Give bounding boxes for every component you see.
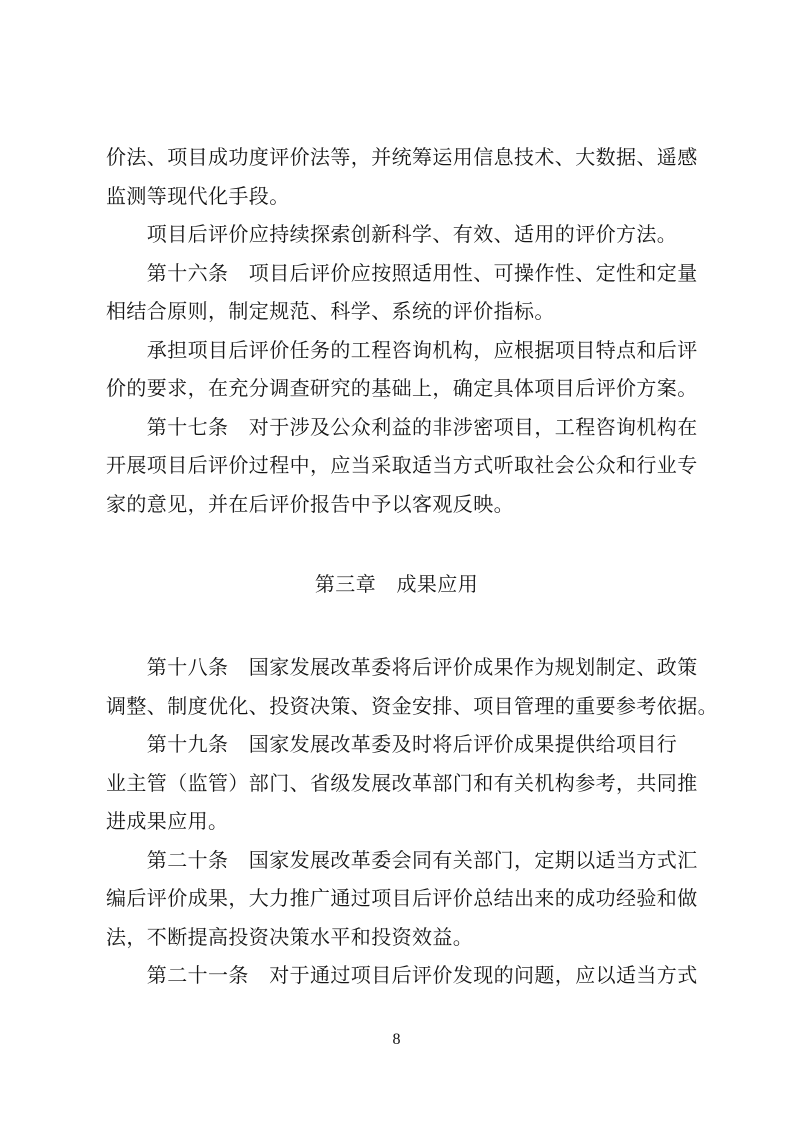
text-line: 开展项目后评价过程中，应当采取适当方式听取社会公众和行业专 [106, 455, 698, 477]
text-line: 家的意见，并在后评价报告中予以客观反映。 [106, 493, 514, 516]
text-line: 编后评价成果，大力推广通过项目后评价总结出来的成功经验和做 [106, 888, 698, 910]
text-line: 法，不断提高投资决策水平和投资效益。 [106, 926, 474, 949]
text-line: 监测等现代化手段。 [106, 185, 290, 208]
text-line: 相结合原则，制定规范、科学、系统的评价指标。 [106, 301, 555, 323]
body-text-top [106, 139, 698, 524]
text-line: 业主管（监管）部门、省级发展改革部门和有关机构参考，共同推 [106, 772, 698, 795]
text-line: 第二十一条 对于通过项目后评价发现的问题，应以适当方式 [106, 965, 698, 987]
text-line: 第十六条 项目后评价应按照适用性、可操作性、定性和定量 [106, 262, 698, 285]
text-line: 第二十条 国家发展改革委会同有关部门，定期以适当方式汇 [106, 849, 698, 872]
text-line: 价法、项目成功度评价法等，并统筹运用信息技术、大数据、遥感 [106, 147, 698, 169]
body-text-bottom [106, 649, 718, 996]
text-line: 项目后评价应持续探索创新科学、有效、适用的评价方法。 [106, 224, 678, 246]
text-line: 进成果应用。 [106, 811, 229, 833]
text-line: 第十九条 国家发展改革委及时将后评价成果提供给项目行 [106, 734, 678, 756]
page-number: 8 [392, 1031, 401, 1048]
text-line: 调整、制度优化、投资决策、资金安排、项目管理的重要参考依据。 [106, 695, 718, 718]
text-line: 第十八条 国家发展改革委将后评价成果作为规划制定、政策 [106, 657, 698, 679]
chapter-heading: 第三章 成果应用 [314, 574, 479, 596]
text-line: 价的要求，在充分调查研究的基础上，确定具体项目后评价方案。 [106, 378, 698, 400]
text-line: 第十七条 对于涉及公众利益的非涉密项目，工程咨询机构在 [106, 416, 698, 439]
text-line: 承担项目后评价任务的工程咨询机构，应根据项目特点和后评 [106, 339, 698, 362]
